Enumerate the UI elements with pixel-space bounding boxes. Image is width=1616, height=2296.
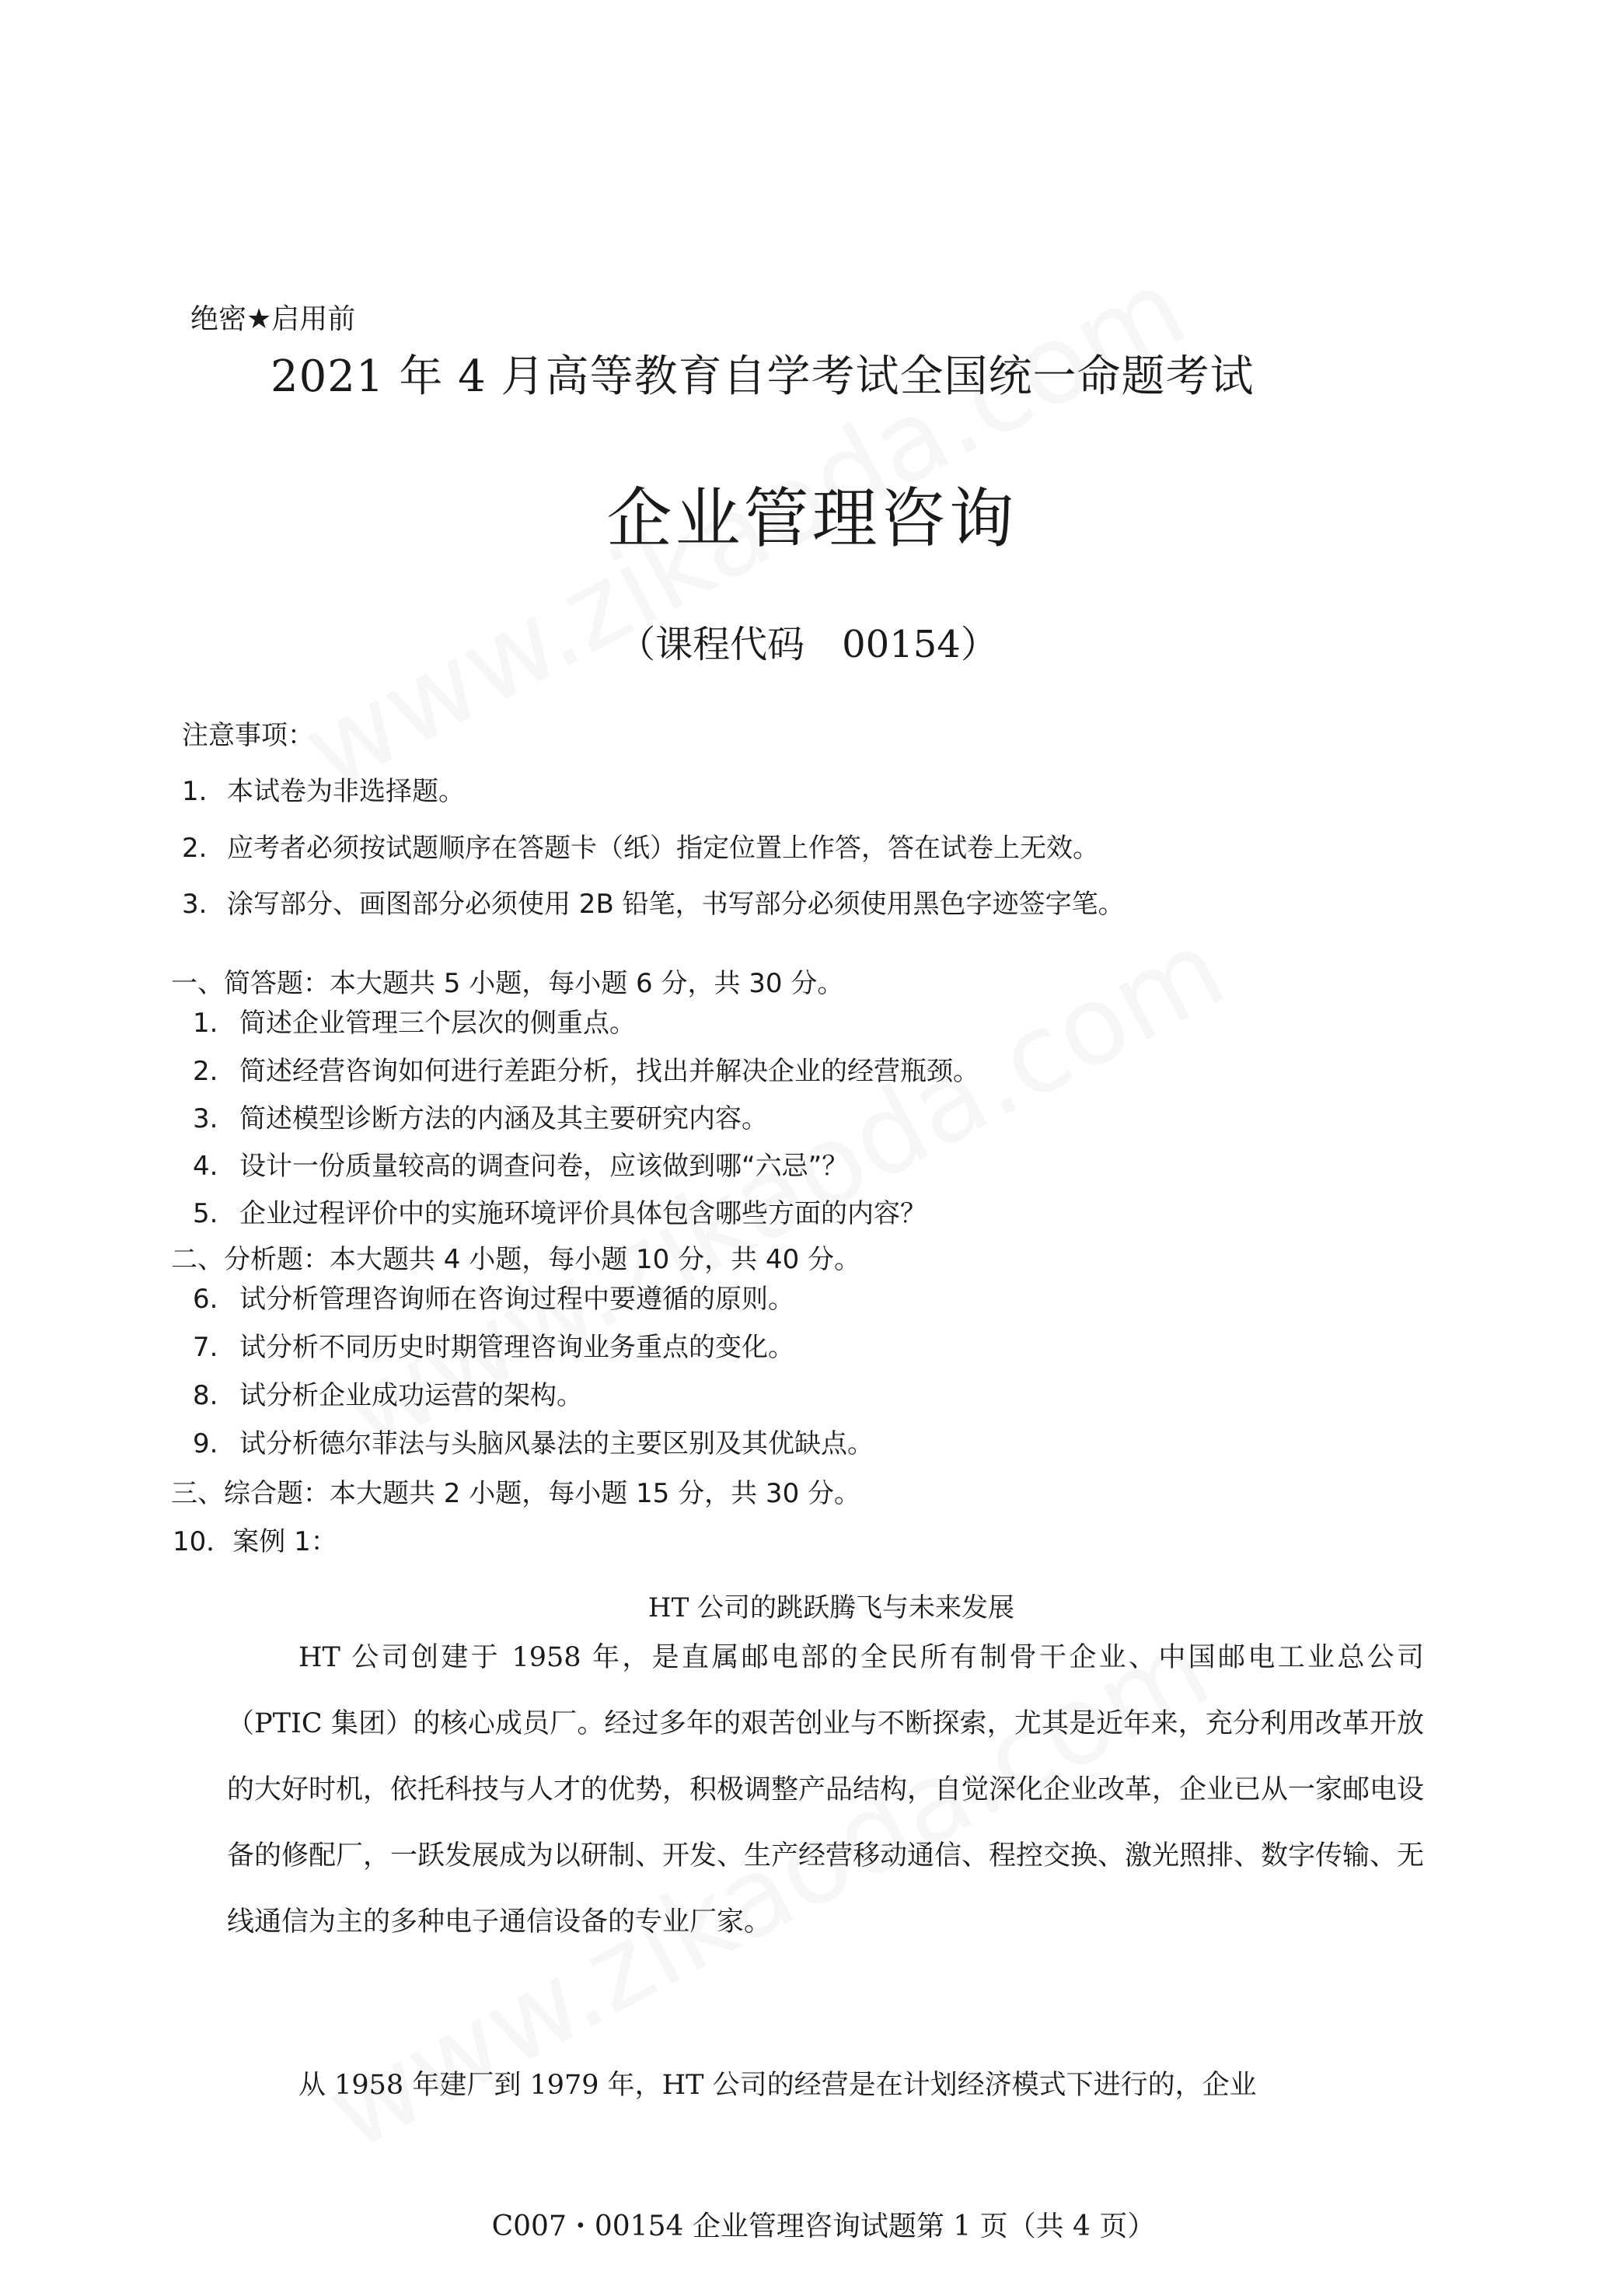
case-title: HT 公司的跳跃腾飞与未来发展 [647, 1592, 1015, 1623]
notice-text: 涂写部分、画图部分必须使用 2B 铅笔，书写部分必须使用黑色字迹签字笔。 [227, 889, 1125, 920]
notice-item [182, 826, 1099, 865]
case-paragraph-text: HT 公司创建于 1958 年，是直属邮电部的全民所有制骨干企业、中国邮电工业总公司（PTIC 集团）的核心成员厂。经过多年的艰苦创业与不断探索，尤其是近年来，充分利用改革开放的大好时机，依托科技与人才的优势，积极调整产品结构，自觉深化企业改革，企业已从一家邮电设备的修配厂，一跃发展成为以研制、开发、生产经营移动通信、程控交换、激光照排、数字传输、无线通信为主的多种电子通信设备的专业厂家。 [227, 1642, 1425, 1938]
question-number: 9. [193, 1428, 218, 1459]
question-text: 简述企业管理三个层次的侧重点。 [239, 1008, 636, 1039]
question [193, 1050, 979, 1088]
section-heading: 二、分析题：本大题共 4 小题，每小题 10 分，共 40 分。 [171, 1244, 861, 1275]
question-number: 8. [193, 1380, 218, 1411]
case-paragraph-text: 从 1958 年建厂到 1979 年，HT 公司的经营是在计划经济模式下进行的，企业 [298, 2070, 1257, 2101]
notice-number: 3. [182, 889, 208, 920]
notice-item [182, 770, 465, 808]
question-10: 10．案例 1： [173, 1526, 337, 1557]
question-number: 5. [193, 1198, 218, 1229]
question [193, 1277, 794, 1316]
question [193, 1001, 636, 1040]
secret-mark: 绝密★启用前 [190, 303, 356, 335]
subject-title: 企业管理咨询 [606, 481, 1017, 557]
page-footer: C007・00154 企业管理咨询试题第 1 页（共 4 页） [491, 2210, 1156, 2242]
notice-text: 本试卷为非选择题。 [227, 776, 465, 807]
question-number: 6. [193, 1284, 218, 1315]
question [193, 1192, 927, 1230]
question-text: 试分析企业成功运营的架构。 [239, 1380, 583, 1411]
notice-number: 1. [182, 776, 208, 807]
notice-item [182, 882, 1125, 921]
question [193, 1097, 768, 1135]
question-text: 设计一份质量较高的调查问卷，应该做到哪“六忌”？ [239, 1151, 849, 1182]
question-number: 2. [193, 1056, 218, 1087]
notice-heading: 注意事项： [182, 720, 314, 751]
question-number: 3. [193, 1103, 218, 1134]
question [193, 1145, 848, 1183]
case-paragraph [227, 1625, 1424, 1955]
section-heading: 三、综合题：本大题共 2 小题，每小题 15 分，共 30 分。 [171, 1478, 861, 1509]
question-text: 试分析德尔菲法与头脑风暴法的主要区别及其优缺点。 [239, 1428, 874, 1459]
question-text: 企业过程评价中的实施环境评价具体包含哪些方面的内容？ [239, 1198, 927, 1229]
question [193, 1326, 794, 1364]
question-text: 试分析不同历史时期管理咨询业务重点的变化。 [239, 1332, 794, 1363]
notice-text: 应考者必须按试题顺序在答题卡（纸）指定位置上作答，答在试卷上无效。 [227, 833, 1099, 864]
section-heading: 一、简答题：本大题共 5 小题，每小题 6 分，共 30 分。 [171, 968, 844, 999]
question-number: 4. [193, 1151, 218, 1182]
notice-number: 2. [182, 833, 208, 864]
question-text: 简述经营咨询如何进行差距分析，找出并解决企业的经营瓶颈。 [239, 1056, 979, 1087]
question-text: 简述模型诊断方法的内涵及其主要研究内容。 [239, 1103, 768, 1134]
question [193, 1374, 583, 1412]
question-number: 7. [193, 1332, 218, 1363]
course-code: （课程代码 00154） [618, 623, 998, 666]
question [193, 1422, 874, 1460]
question-text: 试分析管理咨询师在咨询过程中要遵循的原则。 [239, 1284, 794, 1315]
question-number: 1. [193, 1008, 218, 1039]
exam-title: 2021 年 4 月高等教育自学考试全国统一命题考试 [270, 351, 1255, 402]
case-paragraph [227, 2053, 1424, 2119]
